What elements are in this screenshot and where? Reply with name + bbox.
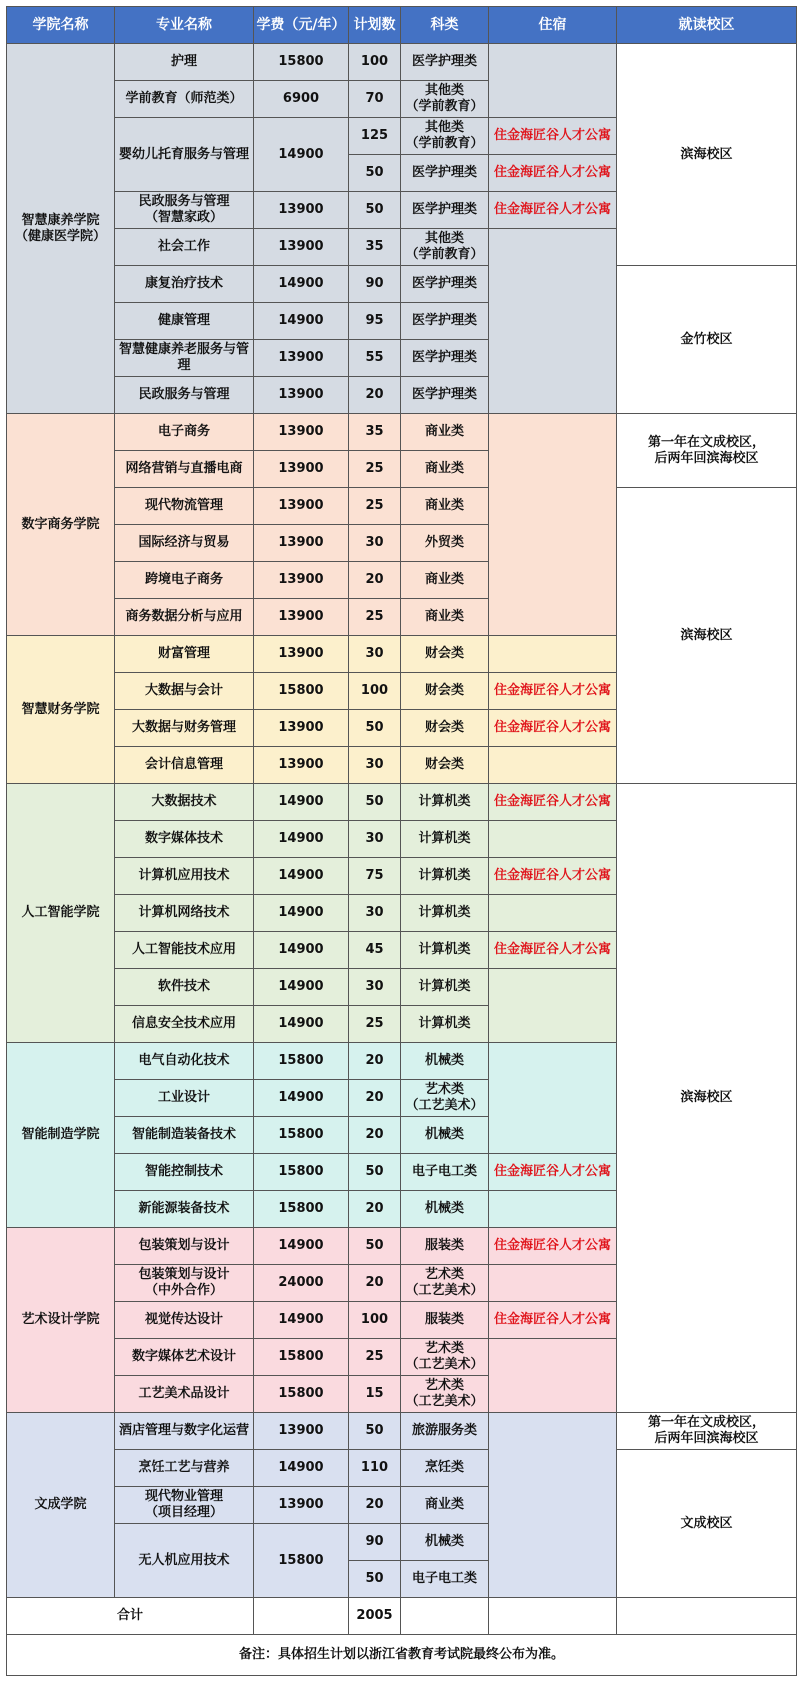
header-housing: 住宿: [489, 7, 617, 44]
tuition-fee-cell: 13900: [254, 747, 349, 784]
plan-count-cell: 50: [349, 192, 401, 229]
tuition-fee-cell: 14900: [254, 1450, 349, 1487]
campus-cell: 第一年在文成校区， 后两年回滨海校区: [617, 1413, 797, 1450]
table-row: [7, 784, 797, 821]
major-name-cell: 计算机应用技术: [115, 858, 254, 895]
plan-count-cell: 35: [349, 229, 401, 266]
campus-cell: 第一年在文成校区， 后两年回滨海校区: [617, 414, 797, 488]
major-name-cell: 智慧健康养老服务与管理: [115, 340, 254, 377]
housing-cell: 住金海匠谷人才公寓: [489, 155, 617, 192]
subject-category-cell: 商业类: [401, 562, 489, 599]
subject-category-cell: 财会类: [401, 636, 489, 673]
housing-cell: [489, 1339, 617, 1413]
total-plan: 2005: [349, 1598, 401, 1635]
plan-count-cell: 100: [349, 44, 401, 81]
tuition-fee-cell: 14900: [254, 1006, 349, 1043]
major-name-cell: 大数据技术: [115, 784, 254, 821]
plan-count-cell: 50: [349, 155, 401, 192]
subject-category-cell: 商业类: [401, 599, 489, 636]
plan-count-cell: 100: [349, 1302, 401, 1339]
note-row: [7, 1635, 797, 1676]
major-name-cell: 民政服务与管理: [115, 377, 254, 414]
tuition-fee-cell: 14900: [254, 932, 349, 969]
housing-cell: [489, 414, 617, 636]
tuition-fee-cell: 13900: [254, 710, 349, 747]
tuition-fee-cell: 13900: [254, 192, 349, 229]
tuition-fee-cell: 14900: [254, 895, 349, 932]
subject-category-cell: 其他类 （学前教育）: [401, 118, 489, 155]
tuition-fee-cell: 14900: [254, 303, 349, 340]
tuition-fee-cell: 15800: [254, 1191, 349, 1228]
subject-category-cell: 商业类: [401, 414, 489, 451]
tuition-fee-cell: 15800: [254, 1117, 349, 1154]
plan-count-cell: 90: [349, 266, 401, 303]
housing-cell: [489, 821, 617, 858]
total-campus-empty: [617, 1598, 797, 1635]
subject-category-cell: 机械类: [401, 1524, 489, 1561]
subject-category-cell: 计算机类: [401, 1006, 489, 1043]
header-college: 学院名称: [7, 7, 115, 44]
major-name-cell: 新能源装备技术: [115, 1191, 254, 1228]
plan-count-cell: 30: [349, 747, 401, 784]
tuition-fee-cell: 15800: [254, 1339, 349, 1376]
subject-category-cell: 医学护理类: [401, 155, 489, 192]
tuition-fee-cell: 14900: [254, 858, 349, 895]
housing-cell: [489, 895, 617, 932]
subject-category-cell: 机械类: [401, 1117, 489, 1154]
enrollment-plan-table: [6, 6, 797, 1676]
plan-count-cell: 75: [349, 858, 401, 895]
major-name-cell: 大数据与财务管理: [115, 710, 254, 747]
subject-category-cell: 医学护理类: [401, 266, 489, 303]
subject-category-cell: 计算机类: [401, 784, 489, 821]
major-name-cell: 酒店管理与数字化运营: [115, 1413, 254, 1450]
subject-category-cell: 外贸类: [401, 525, 489, 562]
tuition-fee-cell: 14900: [254, 784, 349, 821]
plan-count-cell: 20: [349, 1117, 401, 1154]
major-name-cell: 网络营销与直播电商: [115, 451, 254, 488]
plan-count-cell: 50: [349, 1154, 401, 1191]
housing-cell: [489, 229, 617, 414]
housing-cell: 住金海匠谷人才公寓: [489, 118, 617, 155]
housing-cell: [489, 969, 617, 1043]
tuition-fee-cell: 15800: [254, 673, 349, 710]
major-name-cell: 数字媒体技术: [115, 821, 254, 858]
plan-count-cell: 30: [349, 821, 401, 858]
college-name-cell: 文成学院: [7, 1413, 115, 1598]
enrollment-plan-table-container: [6, 6, 796, 1676]
major-name-cell: 计算机网络技术: [115, 895, 254, 932]
subject-category-cell: 计算机类: [401, 895, 489, 932]
major-name-cell: 护理: [115, 44, 254, 81]
tuition-fee-cell: 13900: [254, 414, 349, 451]
housing-cell: [489, 1265, 617, 1302]
plan-count-cell: 20: [349, 1191, 401, 1228]
major-name-cell: 视觉传达设计: [115, 1302, 254, 1339]
major-name-cell: 康复治疗技术: [115, 266, 254, 303]
total-fee-empty: [254, 1598, 349, 1635]
subject-category-cell: 计算机类: [401, 821, 489, 858]
subject-category-cell: 艺术类 （工艺美术）: [401, 1339, 489, 1376]
table-row: [7, 1450, 797, 1487]
subject-category-cell: 艺术类 （工艺美术）: [401, 1265, 489, 1302]
major-name-cell: 工艺美术品设计: [115, 1376, 254, 1413]
major-name-cell: 包装策划与设计: [115, 1228, 254, 1265]
housing-cell: [489, 44, 617, 118]
housing-cell: 住金海匠谷人才公寓: [489, 1302, 617, 1339]
tuition-fee-cell: 13900: [254, 229, 349, 266]
plan-count-cell: 55: [349, 340, 401, 377]
table-row: [7, 414, 797, 451]
subject-category-cell: 服装类: [401, 1228, 489, 1265]
major-name-cell: 跨境电子商务: [115, 562, 254, 599]
college-name-cell: 数字商务学院: [7, 414, 115, 636]
tuition-fee-cell: 13900: [254, 451, 349, 488]
major-name-cell: 现代物流管理: [115, 488, 254, 525]
housing-cell: [489, 1413, 617, 1598]
college-name-cell: 智慧财务学院: [7, 636, 115, 784]
major-name-cell: 包装策划与设计 （中外合作）: [115, 1265, 254, 1302]
housing-cell: [489, 747, 617, 784]
tuition-fee-cell: 14900: [254, 118, 349, 192]
subject-category-cell: 财会类: [401, 747, 489, 784]
plan-count-cell: 20: [349, 1487, 401, 1524]
subject-category-cell: 计算机类: [401, 969, 489, 1006]
subject-category-cell: 财会类: [401, 673, 489, 710]
plan-count-cell: 20: [349, 1265, 401, 1302]
plan-count-cell: 30: [349, 969, 401, 1006]
subject-category-cell: 医学护理类: [401, 44, 489, 81]
plan-count-cell: 20: [349, 562, 401, 599]
tuition-fee-cell: 13900: [254, 562, 349, 599]
subject-category-cell: 财会类: [401, 710, 489, 747]
header-fee: 学费（元/年）: [254, 7, 349, 44]
major-name-cell: 健康管理: [115, 303, 254, 340]
major-name-cell: 智能制造装备技术: [115, 1117, 254, 1154]
plan-count-cell: 50: [349, 1413, 401, 1450]
subject-category-cell: 商业类: [401, 1487, 489, 1524]
tuition-fee-cell: 6900: [254, 81, 349, 118]
tuition-fee-cell: 13900: [254, 1413, 349, 1450]
tuition-fee-cell: 13900: [254, 377, 349, 414]
table-row: [7, 266, 797, 303]
header-major: 专业名称: [115, 7, 254, 44]
table-header-row: [7, 7, 797, 44]
housing-cell: 住金海匠谷人才公寓: [489, 1228, 617, 1265]
plan-count-cell: 125: [349, 118, 401, 155]
plan-count-cell: 30: [349, 525, 401, 562]
tuition-fee-cell: 13900: [254, 488, 349, 525]
subject-category-cell: 医学护理类: [401, 377, 489, 414]
subject-category-cell: 艺术类 （工艺美术）: [401, 1080, 489, 1117]
subject-category-cell: 服装类: [401, 1302, 489, 1339]
housing-cell: 住金海匠谷人才公寓: [489, 784, 617, 821]
tuition-fee-cell: 14900: [254, 266, 349, 303]
housing-cell: 住金海匠谷人才公寓: [489, 192, 617, 229]
subject-category-cell: 其他类 （学前教育）: [401, 229, 489, 266]
subject-category-cell: 商业类: [401, 451, 489, 488]
campus-cell: 滨海校区: [617, 784, 797, 1413]
housing-cell: 住金海匠谷人才公寓: [489, 932, 617, 969]
subject-category-cell: 医学护理类: [401, 303, 489, 340]
subject-category-cell: 烹饪类: [401, 1450, 489, 1487]
plan-count-cell: 30: [349, 895, 401, 932]
table-row: [7, 488, 797, 525]
subject-category-cell: 医学护理类: [401, 340, 489, 377]
major-name-cell: 烹饪工艺与营养: [115, 1450, 254, 1487]
campus-cell: 滨海校区: [617, 44, 797, 266]
subject-category-cell: 其他类 （学前教育）: [401, 81, 489, 118]
subject-category-cell: 计算机类: [401, 858, 489, 895]
major-name-cell: 智能控制技术: [115, 1154, 254, 1191]
subject-category-cell: 艺术类 （工艺美术）: [401, 1376, 489, 1413]
subject-category-cell: 商业类: [401, 488, 489, 525]
major-name-cell: 现代物业管理 （项目经理）: [115, 1487, 254, 1524]
table-row: [7, 1413, 797, 1450]
note-text: 备注：具体招生计划以浙江省教育考试院最终公布为准。: [7, 1635, 797, 1676]
tuition-fee-cell: 14900: [254, 1302, 349, 1339]
college-name-cell: 艺术设计学院: [7, 1228, 115, 1413]
plan-count-cell: 70: [349, 81, 401, 118]
major-name-cell: 工业设计: [115, 1080, 254, 1117]
tuition-fee-cell: 14900: [254, 1228, 349, 1265]
total-label: 合计: [7, 1598, 254, 1635]
plan-count-cell: 25: [349, 1006, 401, 1043]
tuition-fee-cell: 14900: [254, 821, 349, 858]
major-name-cell: 财富管理: [115, 636, 254, 673]
housing-cell: 住金海匠谷人才公寓: [489, 710, 617, 747]
tuition-fee-cell: 14900: [254, 969, 349, 1006]
plan-count-cell: 50: [349, 1561, 401, 1598]
total-category-empty: [401, 1598, 489, 1635]
tuition-fee-cell: 13900: [254, 525, 349, 562]
plan-count-cell: 90: [349, 1524, 401, 1561]
tuition-fee-cell: 15800: [254, 1524, 349, 1598]
header-plan: 计划数: [349, 7, 401, 44]
subject-category-cell: 电子电工类: [401, 1561, 489, 1598]
header-category: 科类: [401, 7, 489, 44]
college-name-cell: 智慧康养学院 （健康医学院）: [7, 44, 115, 414]
subject-category-cell: 医学护理类: [401, 192, 489, 229]
housing-cell: 住金海匠谷人才公寓: [489, 858, 617, 895]
header-campus: 就读校区: [617, 7, 797, 44]
plan-count-cell: 50: [349, 1228, 401, 1265]
college-name-cell: 人工智能学院: [7, 784, 115, 1043]
housing-cell: [489, 636, 617, 673]
major-name-cell: 社会工作: [115, 229, 254, 266]
tuition-fee-cell: 13900: [254, 1487, 349, 1524]
major-name-cell: 无人机应用技术: [115, 1524, 254, 1598]
total-row: [7, 1598, 797, 1635]
tuition-fee-cell: 15800: [254, 1376, 349, 1413]
plan-count-cell: 50: [349, 784, 401, 821]
tuition-fee-cell: 14900: [254, 1080, 349, 1117]
plan-count-cell: 110: [349, 1450, 401, 1487]
campus-cell: 滨海校区: [617, 488, 797, 784]
plan-count-cell: 25: [349, 488, 401, 525]
plan-count-cell: 15: [349, 1376, 401, 1413]
plan-count-cell: 100: [349, 673, 401, 710]
tuition-fee-cell: 24000: [254, 1265, 349, 1302]
plan-count-cell: 25: [349, 451, 401, 488]
campus-cell: 金竹校区: [617, 266, 797, 414]
table-row: [7, 44, 797, 81]
major-name-cell: 会计信息管理: [115, 747, 254, 784]
tuition-fee-cell: 15800: [254, 1043, 349, 1080]
major-name-cell: 商务数据分析与应用: [115, 599, 254, 636]
plan-count-cell: 35: [349, 414, 401, 451]
campus-cell: 文成校区: [617, 1450, 797, 1598]
tuition-fee-cell: 15800: [254, 44, 349, 81]
plan-count-cell: 95: [349, 303, 401, 340]
plan-count-cell: 25: [349, 599, 401, 636]
major-name-cell: 电子商务: [115, 414, 254, 451]
subject-category-cell: 机械类: [401, 1043, 489, 1080]
tuition-fee-cell: 13900: [254, 340, 349, 377]
major-name-cell: 大数据与会计: [115, 673, 254, 710]
tuition-fee-cell: 13900: [254, 636, 349, 673]
housing-cell: [489, 1191, 617, 1228]
major-name-cell: 民政服务与管理 （智慧家政）: [115, 192, 254, 229]
total-housing-empty: [489, 1598, 617, 1635]
major-name-cell: 数字媒体艺术设计: [115, 1339, 254, 1376]
major-name-cell: 婴幼儿托育服务与管理: [115, 118, 254, 192]
plan-count-cell: 20: [349, 377, 401, 414]
major-name-cell: 学前教育（师范类）: [115, 81, 254, 118]
housing-cell: 住金海匠谷人才公寓: [489, 1154, 617, 1191]
plan-count-cell: 20: [349, 1043, 401, 1080]
plan-count-cell: 30: [349, 636, 401, 673]
college-name-cell: 智能制造学院: [7, 1043, 115, 1228]
tuition-fee-cell: 13900: [254, 599, 349, 636]
plan-count-cell: 50: [349, 710, 401, 747]
plan-count-cell: 20: [349, 1080, 401, 1117]
subject-category-cell: 旅游服务类: [401, 1413, 489, 1450]
major-name-cell: 电气自动化技术: [115, 1043, 254, 1080]
major-name-cell: 软件技术: [115, 969, 254, 1006]
tuition-fee-cell: 15800: [254, 1154, 349, 1191]
housing-cell: 住金海匠谷人才公寓: [489, 673, 617, 710]
subject-category-cell: 机械类: [401, 1191, 489, 1228]
major-name-cell: 信息安全技术应用: [115, 1006, 254, 1043]
table-body: [7, 44, 797, 1598]
housing-cell: [489, 1043, 617, 1154]
subject-category-cell: 计算机类: [401, 932, 489, 969]
plan-count-cell: 45: [349, 932, 401, 969]
subject-category-cell: 电子电工类: [401, 1154, 489, 1191]
major-name-cell: 国际经济与贸易: [115, 525, 254, 562]
plan-count-cell: 25: [349, 1339, 401, 1376]
major-name-cell: 人工智能技术应用: [115, 932, 254, 969]
